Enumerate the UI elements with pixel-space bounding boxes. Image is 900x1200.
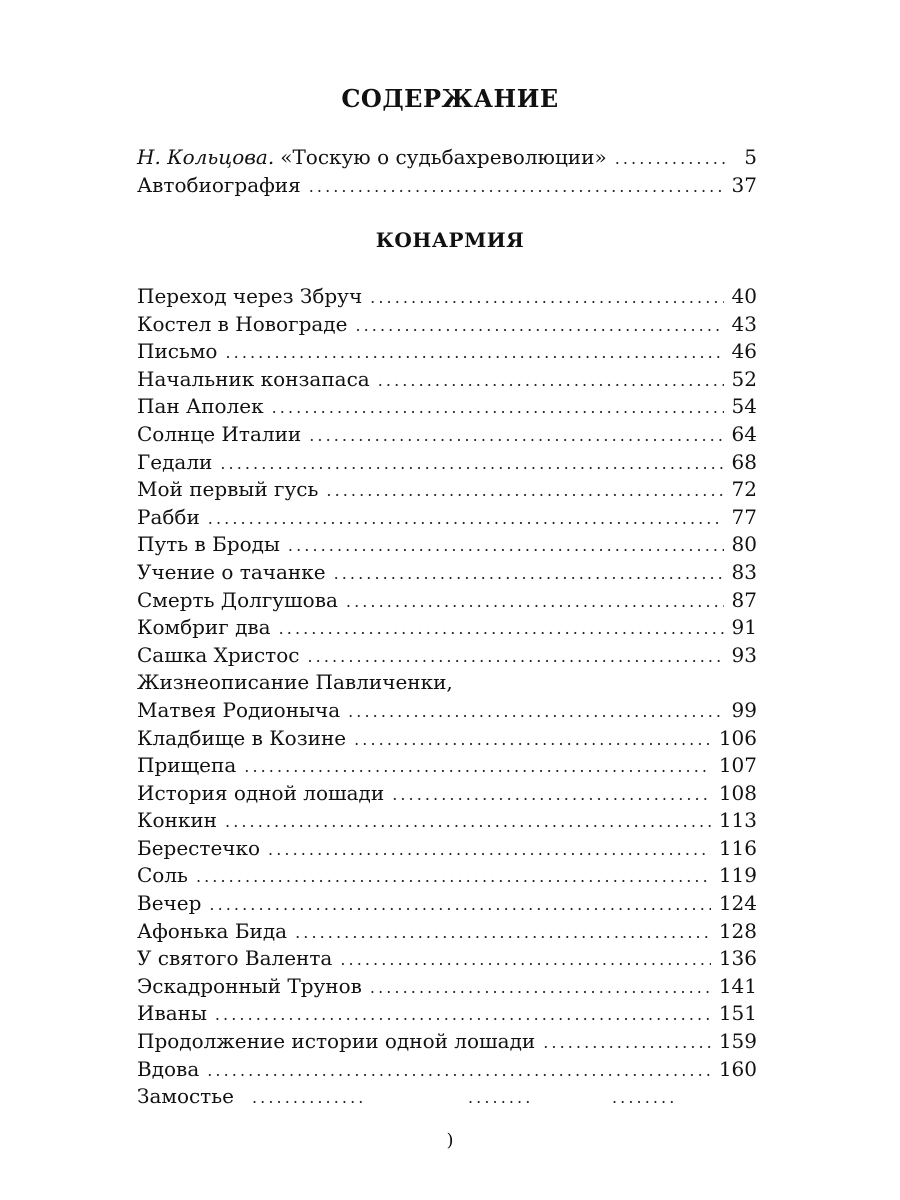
entry-page: 40 <box>731 284 757 308</box>
intro-list <box>137 144 757 199</box>
story-list <box>137 283 757 1111</box>
dot-leader <box>615 145 727 173</box>
dot-leader <box>288 532 724 560</box>
toc-entry <box>137 945 757 973</box>
entry-page: 107 <box>718 753 757 778</box>
entry-page: 136 <box>718 946 757 971</box>
toc-entry <box>137 587 757 615</box>
entry-page: 68 <box>731 449 757 474</box>
toc-entry <box>137 752 757 780</box>
entry-title: Рабби <box>137 504 200 529</box>
entry-title: Костел в Новограде <box>137 311 348 336</box>
entry-title: Афонька Бида <box>137 918 288 943</box>
entry-title: Гедали <box>137 449 213 474</box>
entry-page: 37 <box>731 172 757 197</box>
dot-leader <box>207 1057 711 1085</box>
entry-title: Начальник конзапаса <box>137 366 370 391</box>
entry-page: 124 <box>718 891 757 916</box>
entry-title: Пан Аполек <box>137 394 264 419</box>
toc-entry <box>137 642 757 670</box>
toc-entry <box>137 890 757 918</box>
toc-entry <box>137 918 757 946</box>
dot-leader <box>348 698 723 726</box>
dot-leader <box>268 836 711 864</box>
entry-title: Смерть Долгушова <box>137 587 338 612</box>
entry-page: 5 <box>744 145 757 169</box>
entry-page: 80 <box>731 532 757 557</box>
toc-entry <box>137 172 757 200</box>
entry-title: Соль <box>137 863 188 888</box>
entry-title: Мой первый гусь <box>137 477 319 502</box>
toc-entry <box>137 835 757 863</box>
dot-leader <box>209 891 710 919</box>
entry-page: 159 <box>718 1029 757 1054</box>
toc-entry <box>137 421 757 449</box>
entry-page: 119 <box>718 863 757 888</box>
toc-entry <box>137 366 757 394</box>
entry-page: 46 <box>731 339 757 364</box>
toc-entry <box>137 283 757 311</box>
toc-entry <box>137 311 757 339</box>
dot-leader <box>392 781 711 809</box>
dot-leader-fragment: . . . . . . . . . . . . . . <box>252 1088 363 1107</box>
entry-title: Письмо <box>137 339 218 364</box>
dot-leader <box>220 450 723 478</box>
entry-page: 116 <box>718 835 757 860</box>
entry-page: 77 <box>731 504 757 529</box>
entry-title: Замостье <box>137 1084 234 1109</box>
toc-entry <box>137 476 757 504</box>
dot-leader <box>346 588 724 616</box>
section-title: КОНАРМИЯ <box>375 228 525 252</box>
entry-page: 113 <box>718 808 757 833</box>
entry-page: 151 <box>718 1001 757 1026</box>
entry-page: 87 <box>731 587 757 612</box>
entry-title: Жизнеописание Павличенки, <box>137 670 453 695</box>
entry-title: Солнце Италии <box>137 421 302 446</box>
entry-page: 128 <box>718 918 757 943</box>
entry-title: Переход через Збруч <box>137 284 363 308</box>
entry-title: Автобиография <box>137 172 301 197</box>
entry-title: Вдова <box>137 1056 200 1081</box>
entry-title: Продолжение истории одной лошади <box>137 1029 536 1054</box>
entry-title: Иваны <box>137 1001 207 1026</box>
entry-title: Конкин <box>137 808 218 833</box>
entry-title: Прищепа <box>137 753 237 778</box>
dot-leader-fragment: . . . . . . . . <box>468 1088 530 1107</box>
entry-title: Эскадронный Трунов <box>137 973 362 998</box>
entry-page: 54 <box>731 394 757 419</box>
toc-entry <box>137 504 757 532</box>
entry-page: 93 <box>731 642 757 667</box>
dot-leader <box>279 615 724 643</box>
toc-entry <box>137 1056 757 1084</box>
entry-page: 43 <box>731 311 757 336</box>
entry-author: Н. Кольцова. <box>137 145 275 169</box>
dot-leader <box>295 919 711 947</box>
dot-leader <box>225 339 723 367</box>
toc-entry <box>137 669 757 697</box>
toc-entry <box>137 1028 757 1056</box>
toc-entry <box>137 559 757 587</box>
dot-leader <box>355 312 723 340</box>
folio-mark: ) <box>446 1130 454 1151</box>
dot-leader <box>244 753 711 781</box>
dot-leader <box>307 643 723 671</box>
entry-title: Матвея Родионыча <box>137 697 341 722</box>
toc-entry <box>137 807 757 835</box>
dot-leader <box>309 422 723 450</box>
entry-title: Комбриг два <box>137 615 271 640</box>
dot-leader <box>543 1029 711 1057</box>
dot-leader <box>309 173 724 201</box>
toc-entry <box>137 697 757 725</box>
toc-entry <box>137 393 757 421</box>
dot-leader <box>272 394 724 422</box>
toc-entry <box>137 144 757 172</box>
entry-page: 72 <box>731 477 757 502</box>
toc-entry <box>137 449 757 477</box>
dot-leader <box>196 863 711 891</box>
dot-leader <box>378 367 724 395</box>
dot-leader <box>370 284 723 312</box>
toc-entry <box>137 614 757 642</box>
dot-leader <box>326 477 723 505</box>
toc-entry <box>137 780 757 808</box>
dot-leader-fragment: . . . . . . . . <box>612 1088 674 1107</box>
entry-title: «Тоскую о судьбахреволюции» <box>280 145 607 169</box>
dot-leader <box>208 505 724 533</box>
dot-leader <box>354 726 711 754</box>
entry-page: 52 <box>731 366 757 391</box>
entry-title: Сашка Христос <box>137 642 300 667</box>
entry-title: У святого Валента <box>137 946 333 971</box>
dot-leader <box>370 974 711 1002</box>
toc-entry <box>137 862 757 890</box>
dot-leader <box>215 1001 711 1029</box>
entry-page: 91 <box>731 615 757 640</box>
toc-entry <box>137 1000 757 1028</box>
toc-entry <box>137 531 757 559</box>
entry-page: 83 <box>731 559 757 584</box>
page-title: СОДЕРЖАНИЕ <box>341 84 559 113</box>
entry-page: 99 <box>731 697 757 722</box>
entry-title: Вечер <box>137 891 202 916</box>
dot-leader <box>340 946 710 974</box>
entry-title: Учение о тачанке <box>137 559 326 584</box>
toc-entry <box>137 338 757 366</box>
entry-title: Берестечко <box>137 835 261 860</box>
toc-entry <box>137 973 757 1001</box>
dot-leader <box>225 808 711 836</box>
entry-page: 141 <box>718 973 757 998</box>
dot-leader <box>334 560 724 588</box>
entry-page: 108 <box>718 780 757 805</box>
toc-entry <box>137 725 757 753</box>
entry-title: Кладбище в Козине <box>137 725 347 750</box>
entry-page: 160 <box>718 1056 757 1081</box>
entry-title: История одной лошади <box>137 780 385 805</box>
entry-page: 106 <box>718 725 757 750</box>
entry-page: 64 <box>731 421 757 446</box>
entry-title: Путь в Броды <box>137 532 280 557</box>
